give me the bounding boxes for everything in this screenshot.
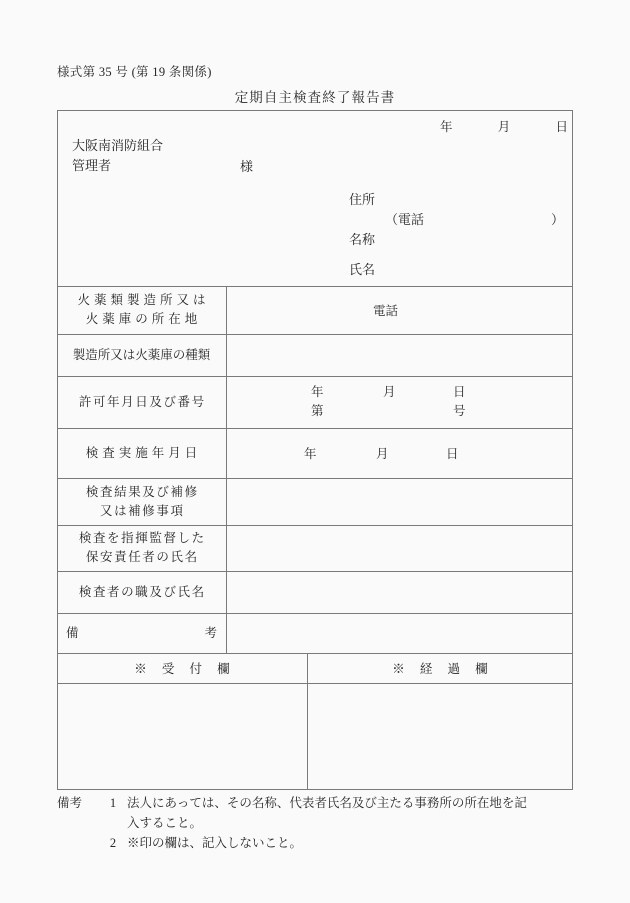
row-value-permit[interactable] [226, 376, 573, 428]
row-label-remarks-char2: 考 [204, 625, 217, 640]
footer-note-2-number: 2 [109, 836, 117, 850]
document-title: 定期自主検査終了報告書 [234, 90, 396, 105]
applicant-spacer [349, 250, 564, 260]
row-value-inspection-result[interactable] [226, 478, 573, 525]
report-date-year: 年 [440, 120, 453, 134]
addressee-honorific: 様 [240, 159, 254, 174]
row-label-supervisor-line1: 検査を指揮監督した [78, 531, 206, 545]
row-label-inspection-result-line2: 又は補修事項 [99, 503, 185, 518]
row-label-inspection-result [57, 478, 226, 525]
footer-notes [57, 793, 587, 853]
row-label-inspection-date-text: 検査実施年月日 [85, 445, 202, 460]
form-code: 様式第 35 号 (第 19 条関係) [57, 65, 212, 79]
row-value-inspection-date[interactable] [226, 428, 573, 478]
row-label-inspection-result-line1: 検査結果及び補修 [85, 484, 199, 499]
permit-date-row [236, 383, 573, 402]
row-value-facility-type[interactable] [226, 334, 573, 376]
row-label-facility-type [57, 334, 226, 376]
permit-date-month: 月 [383, 385, 396, 399]
footer-note-item [57, 793, 587, 813]
row-label-inspector [57, 571, 226, 613]
row-value-permit-lines [236, 383, 573, 421]
row-label-supervisor-line2: 保安責任者の氏名 [85, 550, 199, 564]
row-label-facility-type-text: 製造所又は火薬庫の種類 [72, 347, 211, 362]
inspection-date-row [236, 444, 459, 462]
applicant-person-label: 氏名 [349, 262, 376, 277]
row-label-permit-text: 許可年月日及び番号 [78, 394, 206, 409]
progress-column-header [307, 653, 573, 683]
row-value-location[interactable] [226, 286, 573, 334]
addressee-title: 管理者 [72, 158, 112, 173]
permit-number-prefix: 第 [311, 404, 324, 418]
row-label-permit [57, 376, 226, 428]
permit-date-day: 日 [453, 385, 466, 399]
row-value-location-telephone: 電話 [372, 304, 398, 318]
row-label-supervisor [57, 525, 226, 571]
progress-column-header-text: ※ 経 過 欄 [392, 662, 494, 676]
receipt-column-header [57, 653, 307, 683]
receipt-column-header-text: ※ 受 付 欄 [134, 662, 236, 676]
row-value-supervisor[interactable] [226, 525, 573, 571]
permit-number-row [236, 402, 573, 421]
applicant-name-label: 名称 [349, 232, 376, 247]
row-label-location-line2: 火薬庫の所在地 [85, 312, 202, 326]
footer-note-2-text: ※印の欄は、記入しないこと。 [127, 836, 303, 850]
receipt-column-body[interactable] [57, 683, 307, 790]
footer-note-1-text: 法人にあっては、その名称、代表者氏名及び主たる事務所の所在地を記 [127, 796, 527, 810]
footer-note-item [57, 833, 587, 853]
row-label-location [57, 286, 226, 334]
row-label-remarks-char1: 備 [66, 625, 79, 640]
footer-note-1-continuation: 入すること。 [127, 816, 203, 830]
row-label-remarks-text [66, 624, 217, 643]
inspection-date-month: 月 [376, 447, 389, 461]
permit-date-year: 年 [311, 385, 324, 399]
report-date-line [440, 117, 568, 135]
row-label-inspector-text: 検査者の職及び氏名 [78, 584, 206, 599]
permit-number-suffix: 号 [453, 404, 466, 418]
row-value-inspector[interactable] [226, 571, 573, 613]
progress-column-body[interactable] [307, 683, 573, 790]
applicant-telephone-paren-close: ） [550, 212, 564, 227]
footer-notes-heading: 備考 [57, 796, 83, 810]
footer-note-1-number: 1 [109, 796, 117, 810]
applicant-address-label: 住所 [349, 192, 376, 207]
report-date-day: 日 [555, 120, 568, 134]
addressee-block [72, 136, 163, 176]
inspection-date-day: 日 [446, 447, 459, 461]
row-label-location-line1: 火薬類製造所又は [77, 293, 210, 307]
addressee-organization: 大阪南消防組合 [72, 138, 164, 153]
applicant-block [349, 190, 564, 280]
report-date-month: 月 [497, 120, 511, 134]
inspection-date-year: 年 [304, 447, 317, 461]
row-label-inspection-date [57, 428, 226, 478]
row-label-remarks [57, 613, 226, 653]
row-value-remarks[interactable] [226, 613, 573, 653]
applicant-telephone-row [349, 210, 564, 230]
applicant-telephone-label: （電話 [385, 212, 425, 227]
